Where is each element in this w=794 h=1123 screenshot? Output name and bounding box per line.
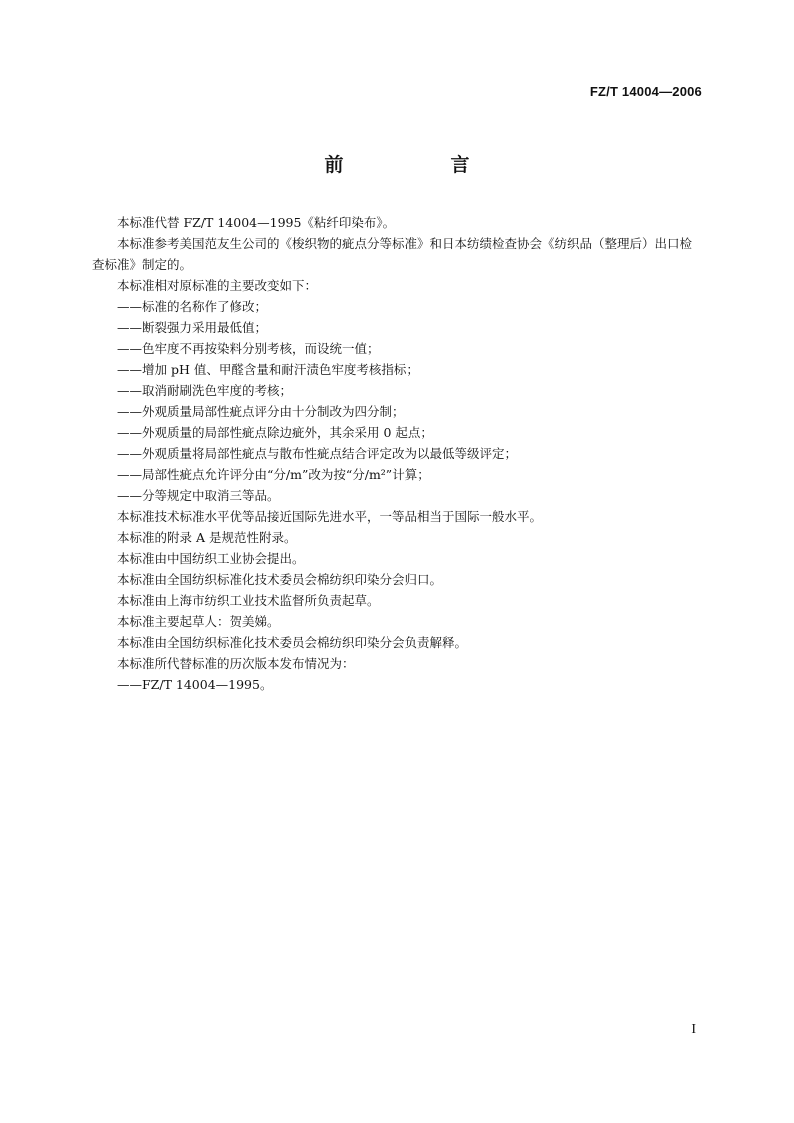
change-item: ——取消耐刷洗色牢度的考核； — [117, 383, 293, 398]
paragraph-drafters: 本标准主要起草人：贺美娣。 — [117, 614, 280, 629]
standard-code: FZ/T 14004—2006 — [589, 84, 702, 99]
page-title: 前 言 — [324, 154, 514, 176]
paragraph-annex: 本标准的附录 A 是规范性附录。 — [117, 530, 297, 545]
paragraph-changes-intro: 本标准相对原标准的主要改变如下： — [117, 278, 318, 293]
paragraph-replaces: 本标准代替 FZ/T 14004—1995《粘纤印染布》。 — [117, 215, 396, 230]
page-number: I — [691, 1022, 696, 1037]
paragraph-drafted-by: 本标准由上海市纺织工业技术监督所负责起草。 — [117, 593, 380, 608]
paragraph-interpreted-by: 本标准由全国纺织标准化技术委员会棉纺织印染分会负责解释。 — [117, 635, 468, 650]
paragraph-references: 本标准参考美国范友生公司的《梭织物的疵点分等标准》和日本纺绩检查协会《纺织品（整理后）出口检查标准》制定的。 — [92, 236, 693, 272]
change-item: ——分等规定中取消三等品。 — [117, 488, 280, 503]
paragraph-history-intro: 本标准所代替标准的历次版本发布情况为： — [117, 656, 355, 671]
paragraph-proposed-by: 本标准由中国纺织工业协会提出。 — [117, 551, 305, 566]
change-item: ——断裂强力采用最低值； — [117, 320, 268, 335]
change-item: ——外观质量的局部性疵点除边疵外，其余采用 0 起点； — [117, 425, 433, 440]
change-item: ——外观质量局部性疵点评分由十分制改为四分制； — [117, 404, 405, 419]
change-item: ——色牢度不再按染料分别考核，而设统一值； — [117, 341, 380, 356]
paragraph-technical-level: 本标准技术标准水平优等品接近国际先进水平，一等品相当于国际一般水平。 — [117, 509, 543, 524]
change-item: ——标准的名称作了修改； — [117, 299, 268, 314]
history-item: ——FZ/T 14004—1995。 — [117, 677, 273, 692]
change-item: ——外观质量将局部性疵点与散布性疵点结合评定改为以最低等级评定； — [117, 446, 518, 461]
paragraph-centralized-by: 本标准由全国纺织标准化技术委员会棉纺织印染分会归口。 — [117, 572, 443, 587]
change-item: ——局部性疵点允许评分由“分/m”改为按“分/m²”计算； — [117, 467, 430, 482]
foreword-body — [92, 212, 702, 695]
change-item: ——增加 pH 值、甲醛含量和耐汗渍色牢度考核指标； — [117, 362, 419, 377]
